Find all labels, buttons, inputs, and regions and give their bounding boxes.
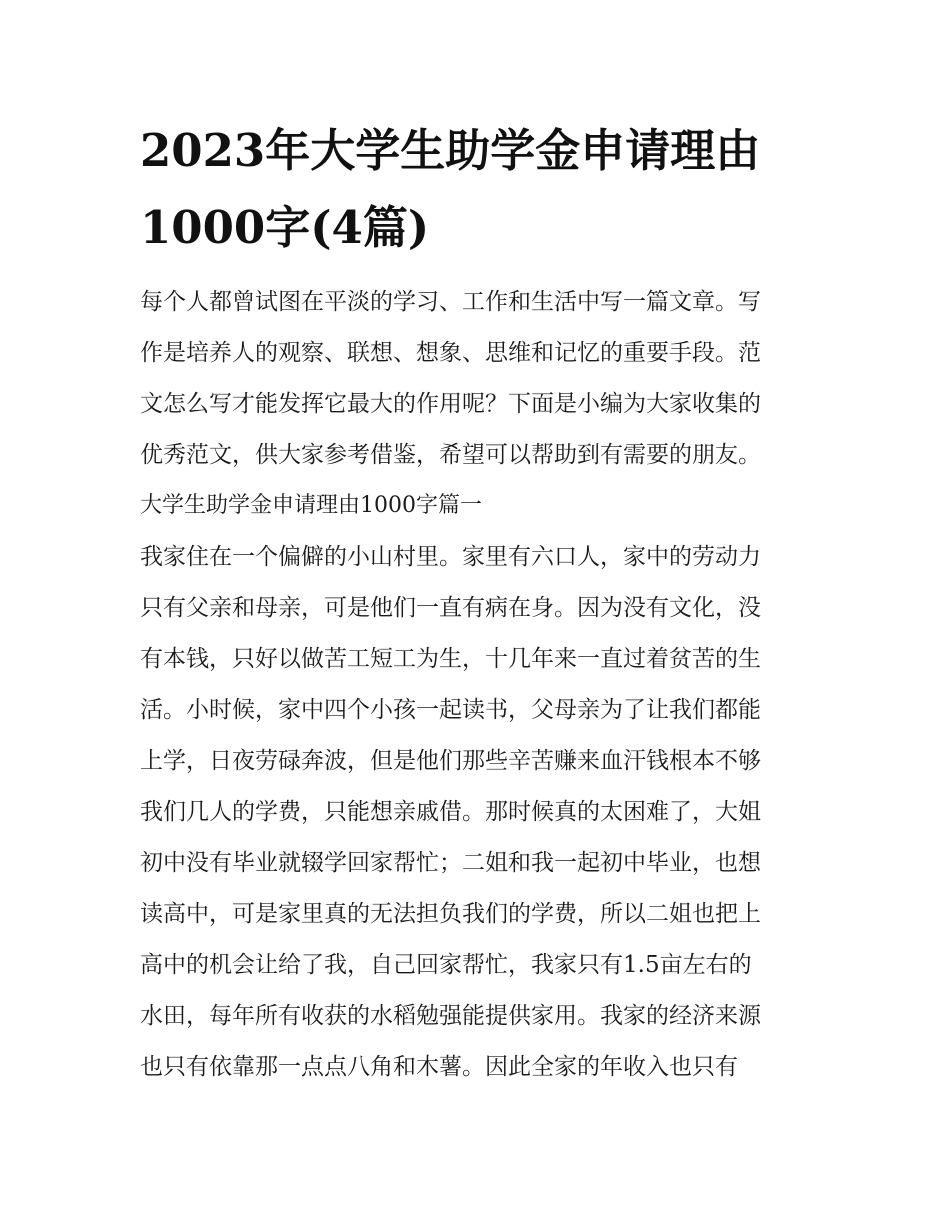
section-line-2: 只有父亲和母亲，可是他们一直有病在身。因为没有文化，没 xyxy=(140,595,761,621)
section-line-3: 有本钱，只好以做苦工短工为生，十几年来一直过着贫苦的生 xyxy=(140,646,761,672)
section-line-8: 读高中，可是家里真的无法担负我们的学费，所以二姐也把上 xyxy=(140,901,761,927)
title-line-1: 2023年大学生助学金申请理由 xyxy=(140,124,761,177)
section-line-11: 也只有依靠那一点点八角和木薯。因此全家的年收入也只有 xyxy=(140,1054,738,1080)
section-line-6: 我们几人的学费，只能想亲戚借。那时候真的太困难了，大姐 xyxy=(140,799,761,825)
intro-line-4: 优秀范文，供大家参考借鉴，希望可以帮助到有需要的朋友。 xyxy=(140,442,761,468)
document-title xyxy=(140,112,820,266)
section-line-4: 活。小时候，家中四个小孩一起读书，父母亲为了让我们都能 xyxy=(140,697,761,723)
section-line-7: 初中没有毕业就辍学回家帮忙；二姐和我一起初中毕业，也想 xyxy=(140,850,761,876)
section-line-9: 高中的机会让给了我，自己回家帮忙，我家只有1.5亩左右的 xyxy=(140,952,752,978)
section-line-5: 上学，日夜劳碌奔波，但是他们那些辛苦赚来血汗钱根本不够 xyxy=(140,748,761,774)
intro-line-3: 文怎么写才能发挥它最大的作用呢？下面是小编为大家收集的 xyxy=(140,391,761,417)
title-line-2: 1000字(4篇) xyxy=(140,201,430,254)
intro-line-1: 每个人都曾试图在平淡的学习、工作和生活中写一篇文章。写 xyxy=(140,289,761,315)
section-heading: 大学生助学金申请理由1000字篇一 xyxy=(140,493,482,518)
document-body xyxy=(140,280,820,1096)
section-line-10: 水田，每年所有收获的水稻勉强能提供家用。我家的经济来源 xyxy=(140,1003,761,1029)
intro-line-2: 作是培养人的观察、联想、想象、思维和记忆的重要手段。范 xyxy=(140,340,761,366)
section-line-1: 我家住在一个偏僻的小山村里。家里有六口人，家中的劳动力 xyxy=(140,544,761,570)
